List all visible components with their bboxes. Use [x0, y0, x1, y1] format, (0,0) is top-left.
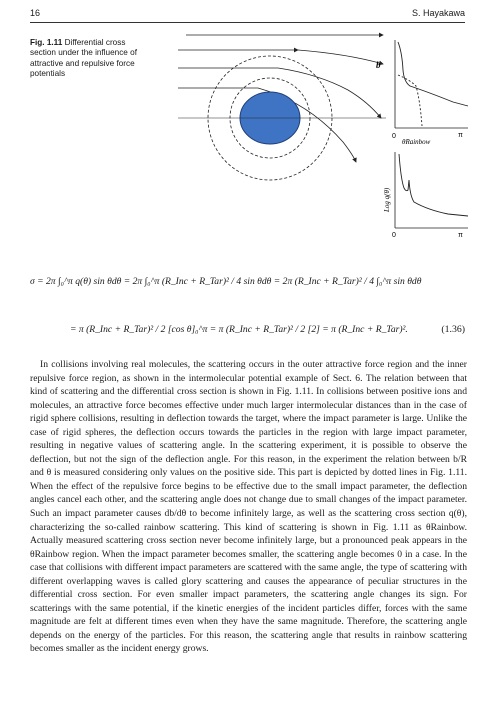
body-paragraph: In collisions involving real molecules, the scattering occurs in the outer attractive force region and the inner repulsive force region, as shown in the intermolecular potential example of Sect. 6. The relation between that kind of scattering and the differential cross section is shown in Fig. 1.11. In collisions between positive ions and molecules, an attractive force becomes effective under much larger intermolecular distances than in the case of rigid sphere collisions, resulting in deflection towards the target, where the impact parameter is large. Unlike the case of rigid spheres, the deflection occurs towards the particles in the region with large impact parameter, resulting in negative values of scattering angle. In the scattering experiment, it is possible to observe the deflection, but not the sign of the deflection angle. For this reason, in the experiment the relation between b/R and θ is measured considering only values on the positive side. This part is depicted by dotted lines in Fig. 1.11. When the effect of the repulsive force begins to be effective due to the small impact parameter, the deflection angles cancel each other, and the scattering angle does not change due to small changes of the impact parameter. Such an impact parameter causes db/dθ to become infinitely large, as well as the scattering cross section q(θ), characterizing the so-called rainbow scattering. This kind of scattering is shown in Fig. 1.11 as θRainbow. Actually measured scattering cross section never become infinitely large, but a pronounced peak appears in the θRainbow region. When the impact parameter becomes smaller, the scattering angle becomes 0 in a case. In the case that collisions with different impact parameters are scattered with the same angle, the type of scattering with different overlapping waves is called glory scattering and causes the appearance of peculiar structures in the differential cross section. For even smaller impact parameters, the scattering angle changes its sign. For scatterings with the same potential, if the kinetic energies of the incident particles differ, forces with the same magnitude are felt at different times even when they have the same magnitude. Therefore, the scattering angle depends on the energy of the particles. For this reason, the scattering angle that results in rainbow scattering becomes smaller as the incident energy grows. [30, 359, 467, 655]
figure-1-11 [158, 30, 470, 240]
zero-top-tick: 0 [392, 133, 396, 140]
page-number: 16 [30, 8, 41, 18]
impact-parameter-plot [376, 40, 468, 146]
log-q-axis-label: Log q(θ) [383, 187, 391, 212]
equation-number: (1.36) [441, 324, 465, 335]
header-rule [30, 22, 465, 23]
equation-line-2-text: = π (R_Inc + R_Tar)² / 2 [cos θ]₀^π = π (R_Inc + R_Tar)² / 2 [2] = π (R_Inc + R_Tar)². [70, 324, 408, 335]
page-header [30, 8, 465, 22]
pi-top-tick: π [458, 132, 463, 139]
running-head: S. Hayakawa [411, 8, 465, 18]
theta-rainbow-label: θRainbow [402, 138, 431, 146]
zero-bottom-tick: 0 [392, 232, 396, 239]
b-label: b [376, 60, 381, 70]
figure-caption [30, 38, 145, 80]
pi-bottom-tick: π [458, 232, 463, 239]
equation-line-1-text: σ = 2π ∫₀^π q(θ) sin θdθ = 2π ∫₀^π (R_Inc + R_Tar)² / 4 sin θdθ = 2π (R_Inc + R_Tar)² / 4 ∫₀^π sin θdθ [30, 276, 422, 287]
figure-label: Fig. 1.11 [30, 38, 63, 47]
figure-caption-text: Differential cross section under the influence of attractive and repulsive force potentials [30, 38, 137, 79]
body-text [30, 358, 467, 656]
cross-section-plot [383, 152, 468, 239]
